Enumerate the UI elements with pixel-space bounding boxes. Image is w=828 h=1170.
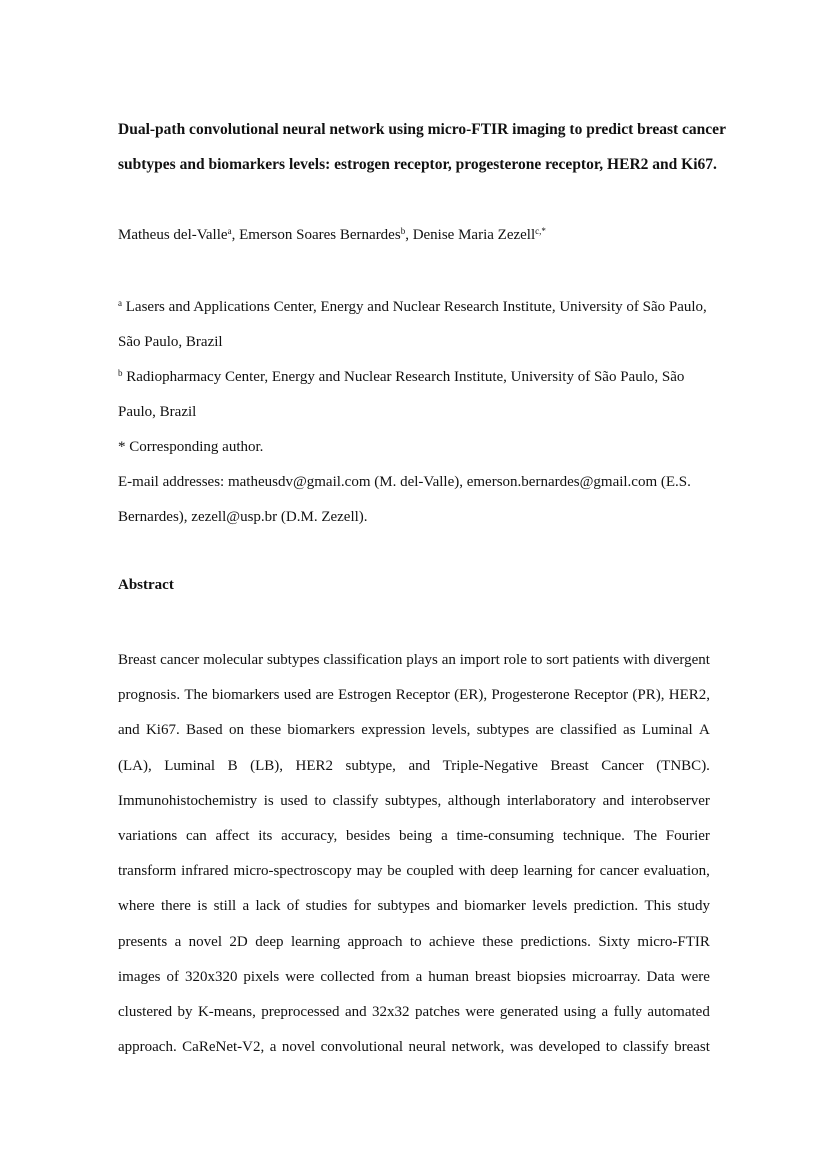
abstract-word: subtypes,: [384, 792, 442, 809]
abstract-word: expression: [361, 722, 426, 739]
abstract-word: CaReNet-V2,: [182, 1039, 265, 1056]
affiliations: [118, 290, 710, 535]
abstract-word: generated: [499, 1003, 559, 1020]
abstract-word: The: [184, 687, 208, 704]
abstract-word: Fourier: [665, 827, 710, 844]
abstract-word: study: [677, 898, 710, 915]
abstract-word: This: [644, 898, 672, 915]
abstract-word: cancer: [599, 863, 639, 880]
abstract-word: to: [314, 792, 327, 809]
abstract-word: predictions.: [520, 933, 591, 950]
abstract-word: with: [623, 652, 650, 668]
abstract-word: technique.: [562, 827, 625, 844]
abstract-line: [118, 889, 710, 924]
abstract-word: studies: [305, 898, 348, 915]
abstract-word: The: [633, 827, 657, 844]
abstract-word: a: [269, 1039, 277, 1056]
abstract-word: still: [213, 898, 237, 915]
abstract-word: these: [250, 722, 282, 739]
abstract-word: Immunohistochemistry: [118, 792, 258, 809]
abstract-word: HER2,: [668, 687, 710, 704]
abstract-word: subtype,: [345, 757, 396, 774]
abstract-word: novel: [281, 1039, 316, 1056]
abstract-line: [118, 713, 710, 748]
abstract-line: [118, 643, 710, 678]
abstract-word: for: [353, 898, 372, 915]
abstract-word: levels,: [431, 722, 471, 739]
abstract-word: classify: [622, 1039, 669, 1056]
abstract-word: micro-spectroscopy: [233, 863, 352, 880]
abstract-word: biomarkers: [287, 722, 355, 739]
abstract-word: for: [577, 863, 595, 880]
abstract-line: [118, 995, 710, 1030]
abstract-word: and: [344, 1003, 367, 1020]
abstract-word: breast: [674, 1039, 710, 1056]
abstract-word: automated: [647, 1003, 710, 1020]
abstract-word: B: [227, 757, 238, 774]
abstract-word: approach.: [118, 1039, 177, 1056]
abstract-word: 320x320: [184, 968, 238, 985]
abstract-word: there: [160, 898, 191, 915]
abstract-word: is: [263, 792, 274, 809]
abstract-word: was: [509, 1039, 534, 1056]
abstract-word: K-means,: [197, 1003, 256, 1020]
abstract-word: Receptor: [395, 687, 450, 704]
abstract-word: network,: [451, 1039, 505, 1056]
abstract-word: as: [623, 722, 636, 739]
abstract-word: its: [258, 827, 273, 844]
abstract-word: Estrogen: [338, 687, 392, 704]
abstract-word: infrared: [181, 863, 229, 880]
abstract-word: (PR),: [632, 687, 665, 704]
abstract-word: Based: [186, 722, 223, 739]
abstract-word: classified: [560, 722, 617, 739]
abstract-line: [118, 749, 710, 784]
abstract-word: where: [118, 898, 155, 915]
abstract-word: (ER),: [454, 687, 488, 704]
title-line-1: Dual-path convolutional neural network using micro-FTIR imaging to predict breast cancer: [118, 121, 726, 138]
abstract-word: Breast: [550, 757, 589, 774]
abstract-word: human: [428, 968, 470, 985]
abstract-word: a: [174, 933, 182, 950]
affiliation-mark: b: [118, 368, 123, 378]
abstract-word: clustered: [118, 1003, 173, 1020]
abstract-word: is: [197, 898, 208, 915]
abstract-word: learning: [290, 933, 341, 950]
abstract-word: Luminal: [164, 757, 216, 774]
author-affiliation-mark: b: [400, 226, 406, 236]
abstract-word: and: [408, 757, 431, 774]
email-addresses: [118, 465, 710, 535]
abstract-word: (LA),: [118, 757, 152, 774]
abstract-word: Progesterone: [491, 687, 570, 704]
abstract-word: coupled: [406, 863, 454, 880]
abstract-word: lack: [255, 898, 281, 915]
title-line-2: subtypes and biomarkers levels: estrogen receptor, progesterone receptor, HER2 and Ki67.: [118, 156, 717, 173]
abstract-word: deep: [490, 863, 519, 880]
abstract-word: can: [185, 827, 207, 844]
abstract-word: deep: [255, 933, 284, 950]
author-affiliation-mark: c,*: [535, 226, 546, 236]
abstract-word: to: [530, 652, 543, 668]
abstract-word: Luminal: [641, 722, 693, 739]
abstract-word: time-consuming: [456, 827, 555, 844]
abstract-word: (TNBC).: [656, 757, 710, 774]
abstract-word: used: [280, 792, 308, 809]
abstract-line: [118, 960, 710, 995]
abstract-word: prediction.: [573, 898, 639, 915]
abstract-word: micro-FTIR: [637, 933, 710, 950]
abstract-word: HER2: [295, 757, 334, 774]
abstract-word: divergent: [653, 652, 710, 668]
abstract-word: novel: [188, 933, 222, 950]
abstract-word: transform: [118, 863, 177, 880]
abstract-word: neural: [408, 1039, 447, 1056]
abstract-word: microarray.: [571, 968, 641, 985]
abstract-word: learning: [523, 863, 573, 880]
abstract-word: and: [118, 722, 140, 739]
abstract-word: Cancer: [601, 757, 644, 774]
abstract-word: being: [398, 827, 433, 844]
abstract-word: were: [465, 1003, 495, 1020]
abstract-line: [118, 854, 710, 889]
abstract-line: [118, 1030, 710, 1065]
affiliation-b: [118, 360, 710, 430]
abstract-word: to: [605, 1039, 618, 1056]
abstract-word: were: [680, 968, 710, 985]
abstract-word: levels: [532, 898, 568, 915]
abstract-word: import: [459, 652, 500, 668]
abstract-word: role: [503, 652, 527, 668]
abstract-word: collected: [320, 968, 375, 985]
abstract-word: classification: [323, 652, 403, 668]
abstract-word: from: [380, 968, 410, 985]
paper-page: [118, 112, 726, 1065]
abstract-word: biomarker: [464, 898, 526, 915]
abstract-word: subtypes: [476, 722, 530, 739]
abstract-word: by: [177, 1003, 193, 1020]
author-separator: ,: [405, 227, 413, 243]
abstract-word: were: [285, 968, 315, 985]
abstract-word: a: [415, 968, 423, 985]
abstract-word: besides: [346, 827, 391, 844]
abstract-word: developed: [538, 1039, 601, 1056]
abstract-word: 2D: [229, 933, 248, 950]
corresponding-author-note: * Corresponding author.: [118, 439, 264, 455]
abstract-word: patches: [414, 1003, 460, 1020]
affiliation-mark: a: [118, 298, 122, 308]
abstract-word: subtypes: [266, 652, 320, 668]
abstract-word: are: [315, 687, 334, 704]
abstract-word: A: [698, 722, 710, 739]
abstract-word: affect: [215, 827, 250, 844]
abstract-word: 32x32: [372, 1003, 410, 1020]
abstract-body: [118, 643, 710, 1065]
abstract-word: a: [601, 1003, 609, 1020]
abstract-word: breast: [475, 968, 511, 985]
author-affiliation-mark: a: [227, 226, 232, 236]
affiliation-a: [118, 290, 710, 360]
abstract-word: prognosis.: [118, 687, 181, 704]
email-line-2: Bernardes), zezell@usp.br (D.M. Zezell).: [118, 509, 368, 525]
abstract-word: may: [356, 863, 383, 880]
abstract-word: these: [482, 933, 514, 950]
abstract-word: accuracy,: [281, 827, 338, 844]
abstract-word: be: [387, 863, 402, 880]
abstract-word: variations: [118, 827, 178, 844]
affiliation-b-line-1: Radiopharmacy Center, Energy and Nuclear Research Institute, University of São Paulo, São: [122, 369, 685, 385]
abstract-word: Triple-Negative: [442, 757, 538, 774]
abstract-word: of: [166, 968, 179, 985]
abstract-word: sort: [546, 652, 569, 668]
abstract-word: to: [409, 933, 422, 950]
abstract-word: biopsies: [516, 968, 566, 985]
abstract-word: Receptor: [573, 687, 629, 704]
paper-title: [118, 112, 726, 182]
abstract-word: Breast: [118, 652, 157, 668]
abstract-word: fully: [613, 1003, 642, 1020]
abstract-word: pixels: [243, 968, 280, 985]
abstract-word: subtypes: [377, 898, 430, 915]
abstract-word: used: [283, 687, 312, 704]
abstract-word: achieve: [429, 933, 475, 950]
abstract-word: a: [441, 827, 448, 844]
abstract-word: patients: [572, 652, 620, 668]
abstract-word: biomarkers: [211, 687, 280, 704]
author-name: Matheus del-Valle: [118, 227, 228, 243]
abstract-word: a: [242, 898, 250, 915]
email-line-1: E-mail addresses: matheusdv@gmail.com (M. del-Valle), emerson.bernardes@gmail.com (E.S.: [118, 474, 691, 490]
abstract-word: images: [118, 968, 161, 985]
abstract-word: Data: [646, 968, 675, 985]
abstract-word: are: [535, 722, 554, 739]
abstract-word: presents: [118, 933, 168, 950]
abstract-word: using: [563, 1003, 597, 1020]
abstract-word: although: [447, 792, 501, 809]
abstract-word: preprocessed: [261, 1003, 340, 1020]
abstract-word: Ki67.: [145, 722, 180, 739]
abstract-word: and: [602, 792, 625, 809]
abstract-word: interlaboratory: [506, 792, 596, 809]
affiliation-b-line-2: Paulo, Brazil: [118, 404, 197, 420]
author-list: [118, 225, 710, 245]
abstract-word: plays: [406, 652, 438, 668]
abstract-word: evaluation,: [643, 863, 710, 880]
abstract-word: approach: [347, 933, 403, 950]
abstract-line: [118, 925, 710, 960]
abstract-word: with: [458, 863, 486, 880]
abstract-word: (LB),: [250, 757, 284, 774]
abstract-word: Sixty: [598, 933, 630, 950]
abstract-word: an: [441, 652, 456, 668]
author-name: Denise Maria Zezell: [412, 227, 536, 243]
abstract-word: of: [286, 898, 300, 915]
abstract-word: interobserver: [630, 792, 710, 809]
affiliation-a-line-1: Lasers and Applications Center, Energy and Nuclear Research Institute, University of São Paulo,: [122, 299, 707, 315]
abstract-heading: Abstract: [118, 577, 174, 593]
abstract-word: and: [436, 898, 458, 915]
abstract-line: [118, 819, 710, 854]
author-name: Emerson Soares Bernardes: [239, 227, 401, 243]
abstract-word: on: [228, 722, 244, 739]
abstract-word: molecular: [203, 652, 264, 668]
author-separator: ,: [231, 227, 240, 243]
abstract-line: [118, 678, 710, 713]
abstract-line: [118, 784, 710, 819]
abstract-word: convolutional: [320, 1039, 404, 1056]
abstract-word: classify: [332, 792, 379, 809]
abstract-word: cancer: [160, 652, 200, 668]
affiliation-a-line-2: São Paulo, Brazil: [118, 334, 223, 350]
